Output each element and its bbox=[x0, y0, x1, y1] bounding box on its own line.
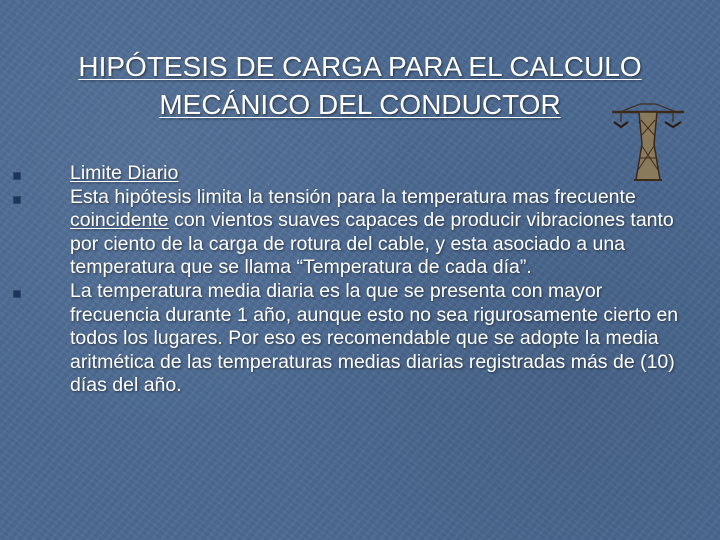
bullet-list bbox=[70, 162, 680, 398]
bullet-heading: Limite Diario bbox=[70, 162, 179, 184]
square-bullet-icon bbox=[13, 196, 21, 204]
slide-title-line2: MECÁNICO DEL CONDUCTOR bbox=[159, 89, 561, 120]
list-item bbox=[70, 280, 680, 398]
list-item bbox=[70, 186, 680, 280]
square-bullet-icon bbox=[13, 172, 21, 180]
list-item bbox=[70, 162, 680, 186]
slide-title bbox=[40, 48, 680, 124]
underlined-word: coincidente bbox=[70, 209, 169, 232]
bullet-text: La temperatura media diaria es la que se presenta con mayor frecuencia durante 1 año, aunque esto no sea rigurosamente cierto en todos los lugares. Por eso es recomendable que se adopte la media aritmética de las temperaturas medias diarias registradas más de (10) días del año. bbox=[70, 279, 679, 397]
square-bullet-icon bbox=[13, 290, 21, 298]
bullet-text-part: con vientos suaves capaces de producir vibraciones tanto por ciento de la carga de rotura del cable, y esta asociado a una temperatura que se llama “Temperatura de cada día”. bbox=[70, 209, 674, 279]
bullet-text-part: Esta hipótesis limita la tensión para la temperatura mas frecuente bbox=[70, 185, 636, 208]
slide-title-line1: HIPÓTESIS DE CARGA PARA EL CALCULO bbox=[78, 51, 642, 82]
